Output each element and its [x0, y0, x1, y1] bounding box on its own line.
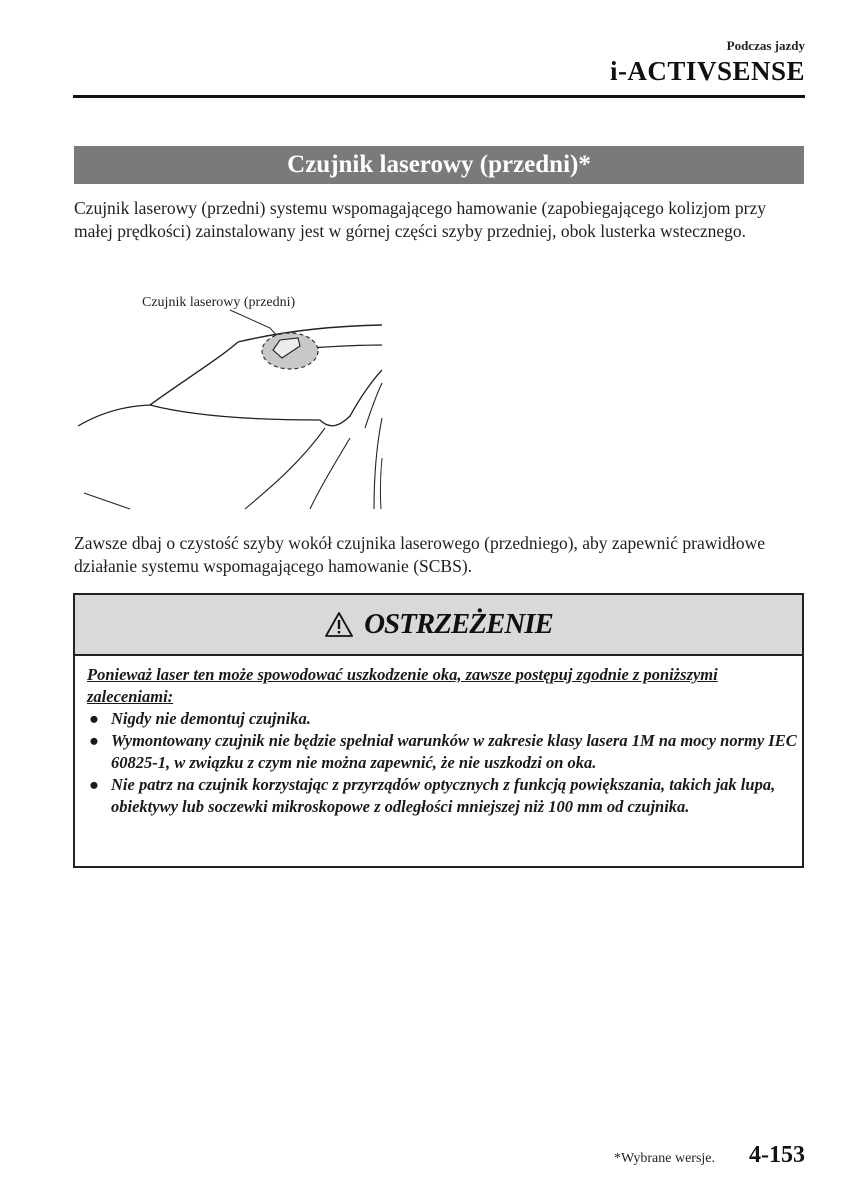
header-section-title: i-ACTIVSENSE [609, 56, 805, 86]
header-rule [73, 95, 805, 98]
warning-box [73, 593, 804, 868]
hood-crease-2 [310, 438, 350, 509]
windshield-illustration [70, 288, 390, 510]
section-title: Czujnik laserowy (przedni)* [287, 151, 591, 178]
list-item [87, 774, 801, 818]
a-pillar [320, 370, 382, 426]
warning-title: OSTRZEŻENIE [364, 608, 553, 640]
sensor-location-figure [70, 288, 390, 510]
a-pillar-inner [365, 383, 382, 428]
cleaning-paragraph: Zawsze dbaj o czystość szyby wokół czujnika laserowego (przedniego), aby zapewnić prawidłowe działanie systemu wspomagającego hamowanie (SCBS). [74, 533, 765, 576]
warning-item-text: Nigdy nie demontuj czujnika. [111, 709, 311, 728]
roof-inner-line [310, 345, 382, 348]
header-chapter: Podczas jazdy [726, 38, 805, 53]
fender-line-2 [380, 458, 382, 509]
warning-body [75, 656, 802, 818]
list-item [87, 730, 801, 774]
bullet-icon: ● [89, 775, 99, 794]
warning-item-text: Nie patrz na czujnik korzystając z przyrządów optycznych z funkcją powiększania, takich jak lupa, obiektywy lub soczewki mikroskopowe z odległości mniejszej niż 100 mm od czujnika. [111, 775, 776, 816]
warning-intro: Ponieważ laser ten może spowodować uszkodzenie oka, zawsze postępuj zgodnie z poniższymi zaleceniami: [87, 665, 718, 706]
hood-crease [245, 428, 325, 509]
warning-header [75, 595, 802, 656]
footer-note: *Wybrane wersje. [614, 1151, 716, 1166]
bullet-icon: ● [89, 731, 99, 750]
intro-paragraph: Czujnik laserowy (przedni) systemu wspomagającego hamowanie (zapobiegającego kolizjom przy małej prędkości) zainstalowany jest w górnej części szyby przedniej, obok lusterka wstecznego. [74, 198, 766, 241]
list-item [87, 708, 801, 730]
windshield-top-edge [150, 342, 238, 405]
warning-item-text: Wymontowany czujnik nie będzie spełniał warunków w zakresie klasy lasera 1M na mocy normy IEC 60825-1, w związku z czym nie można zapewnić, że nie uszkodzi on oka. [111, 731, 797, 772]
bullet-icon: ● [89, 709, 99, 728]
warning-list [87, 708, 802, 818]
page-number: 4-153 [749, 1142, 805, 1168]
hood-lower-left [84, 493, 130, 509]
figure-callout-label: Czujnik laserowy (przedni) [142, 295, 296, 310]
section-title-bar [74, 146, 804, 184]
warning-triangle-icon [324, 611, 354, 638]
hood-left-line [78, 405, 320, 426]
